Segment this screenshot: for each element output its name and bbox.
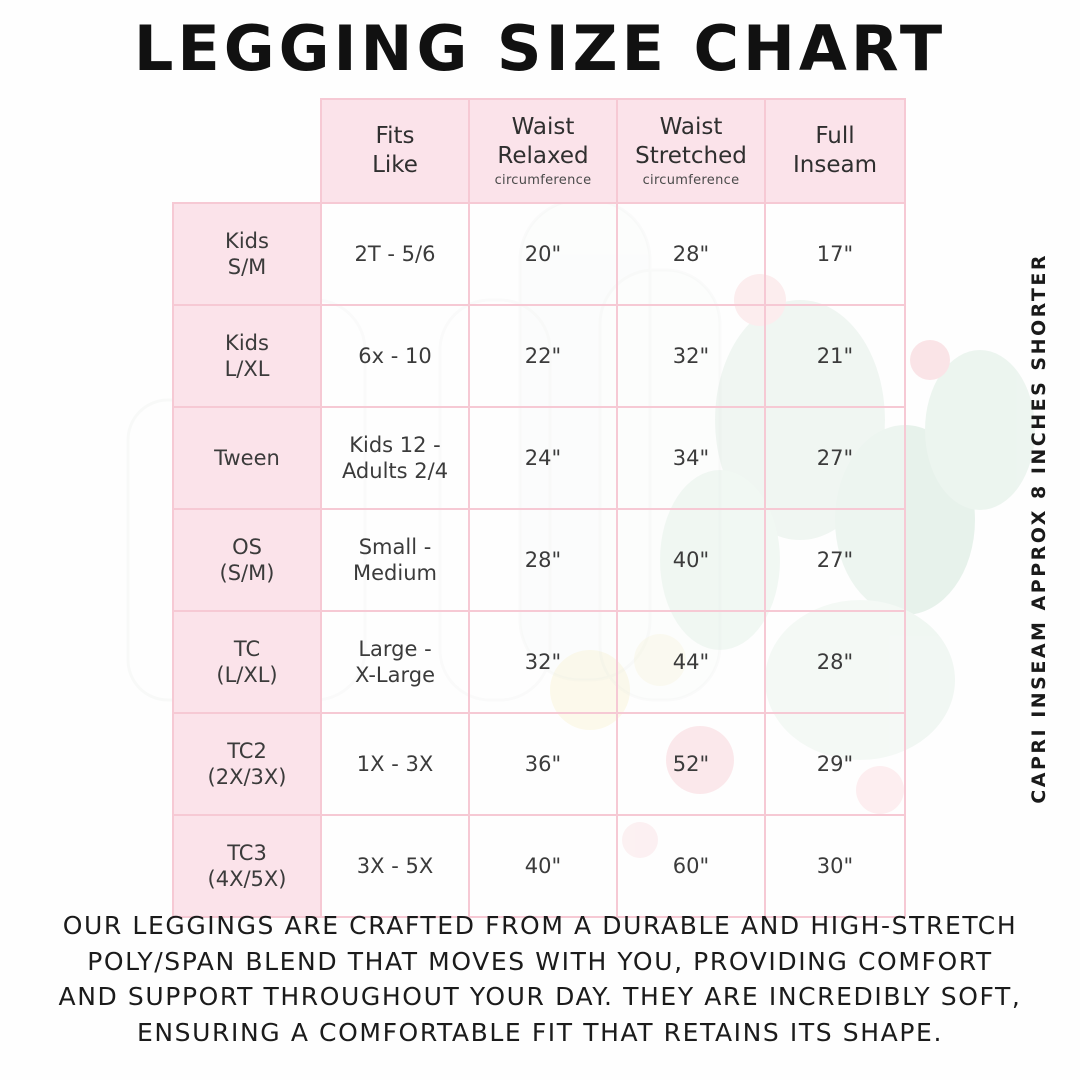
header-waist-stretched-sub: circumference xyxy=(642,172,740,188)
header-waist-relaxed-line2: Relaxed xyxy=(497,142,589,169)
cell-waist-stretched: 28" xyxy=(617,203,765,305)
cell-full-inseam: 27" xyxy=(765,509,905,611)
cell-full-inseam: 21" xyxy=(765,305,905,407)
size-chart-table-wrap xyxy=(172,98,906,918)
cell-fits-like xyxy=(321,203,469,305)
header-waist-relaxed-sub: circumference xyxy=(494,172,592,188)
cell-waist-relaxed: 36" xyxy=(469,713,617,815)
table-header-row xyxy=(173,99,905,203)
row-label-line1: Kids xyxy=(225,330,269,355)
page-title: LEGGING SIZE CHART xyxy=(133,12,947,85)
cell-waist-relaxed: 24" xyxy=(469,407,617,509)
header-full-inseam-line1: Full xyxy=(815,123,855,150)
cell-full-inseam: 17" xyxy=(765,203,905,305)
cell-fits-line1: 1X - 3X xyxy=(356,751,434,776)
row-label-line1: TC2 xyxy=(227,738,267,763)
footer-line-1: OUR LEGGINGS ARE CRAFTED FROM A DURABLE AND HIGH-STRETCH xyxy=(62,911,1018,940)
row-label-line2: (L/XL) xyxy=(216,663,278,687)
header-waist-stretched-line2: Stretched xyxy=(635,142,747,169)
header-full-inseam-line2: Inseam xyxy=(793,152,877,178)
row-label-line1: TC3 xyxy=(227,840,267,865)
table-row xyxy=(173,611,905,713)
row-label-tween xyxy=(173,407,321,509)
row-label-tc xyxy=(173,611,321,713)
table-row xyxy=(173,815,905,917)
cell-fits-like xyxy=(321,815,469,917)
header-fits-like-line2: Like xyxy=(372,152,418,178)
row-label-line2: (2X/3X) xyxy=(207,765,287,789)
header-fits-like-line1: Fits xyxy=(375,123,415,150)
cell-fits-line1: Kids 12 - xyxy=(349,432,441,457)
row-label-line2: (4X/5X) xyxy=(207,867,287,891)
footer-line-3: AND SUPPORT THROUGHOUT YOUR DAY. THEY ARE INCREDIBLY SOFT, xyxy=(58,982,1022,1011)
header-waist-relaxed-line1: Waist xyxy=(511,114,575,141)
row-label-line1: Tween xyxy=(214,445,280,470)
header-waist-relaxed xyxy=(469,99,617,203)
row-label-line2: L/XL xyxy=(224,357,270,381)
cell-waist-stretched: 52" xyxy=(617,713,765,815)
cell-full-inseam: 29" xyxy=(765,713,905,815)
cell-fits-line2: Medium xyxy=(353,561,437,585)
header-corner-blank xyxy=(173,99,321,203)
cell-full-inseam: 27" xyxy=(765,407,905,509)
cell-waist-relaxed: 28" xyxy=(469,509,617,611)
row-label-tc3 xyxy=(173,815,321,917)
cell-fits-like xyxy=(321,611,469,713)
row-label-line1: Kids xyxy=(225,228,269,253)
header-waist-stretched-line1: Waist xyxy=(659,114,723,141)
row-label-line2: S/M xyxy=(227,255,267,279)
table-row xyxy=(173,509,905,611)
cell-fits-like xyxy=(321,305,469,407)
cell-full-inseam: 28" xyxy=(765,611,905,713)
size-chart-table xyxy=(172,98,906,918)
table-row xyxy=(173,305,905,407)
cell-waist-relaxed: 22" xyxy=(469,305,617,407)
cell-fits-line1: 3X - 5X xyxy=(356,853,434,878)
cell-waist-relaxed: 40" xyxy=(469,815,617,917)
row-label-line2: (S/M) xyxy=(219,561,275,585)
row-label-os xyxy=(173,509,321,611)
header-fits-like xyxy=(321,99,469,203)
cell-fits-line1: Large - xyxy=(358,636,432,661)
row-label-tc2 xyxy=(173,713,321,815)
footer-line-4: ENSURING A COMFORTABLE FIT THAT RETAINS ITS SHAPE. xyxy=(136,1017,943,1047)
capri-inseam-note xyxy=(1022,248,1056,808)
cell-fits-like xyxy=(321,713,469,815)
header-full-inseam xyxy=(765,99,905,203)
row-label-kids-lxl xyxy=(173,305,321,407)
cell-waist-stretched: 44" xyxy=(617,611,765,713)
cell-fits-line1: 2T - 5/6 xyxy=(354,241,436,266)
footer-line-2: POLY/SPAN BLEND THAT MOVES WITH YOU, PROVIDING COMFORT xyxy=(87,946,993,976)
cell-fits-like xyxy=(321,509,469,611)
table-row xyxy=(173,407,905,509)
cell-fits-line2: Adults 2/4 xyxy=(341,459,449,483)
cell-waist-relaxed: 32" xyxy=(469,611,617,713)
cell-waist-stretched: 34" xyxy=(617,407,765,509)
cell-waist-stretched: 60" xyxy=(617,815,765,917)
cell-waist-stretched: 40" xyxy=(617,509,765,611)
cell-fits-line2: X-Large xyxy=(354,663,435,687)
cell-fits-line1: Small - xyxy=(358,534,432,559)
cell-waist-relaxed: 20" xyxy=(469,203,617,305)
footer-description xyxy=(0,908,1080,1050)
row-label-line1: TC xyxy=(233,636,261,661)
cell-fits-line1: 6x - 10 xyxy=(358,343,432,368)
table-row xyxy=(173,713,905,815)
row-label-line1: OS xyxy=(232,534,262,559)
row-label-kids-sm xyxy=(173,203,321,305)
cell-waist-stretched: 32" xyxy=(617,305,765,407)
table-row xyxy=(173,203,905,305)
cell-full-inseam: 30" xyxy=(765,815,905,917)
capri-inseam-note-text: CAPRI INSEAM APPROX 8 INCHES SHORTER xyxy=(1028,252,1050,804)
cell-fits-like xyxy=(321,407,469,509)
header-waist-stretched xyxy=(617,99,765,203)
